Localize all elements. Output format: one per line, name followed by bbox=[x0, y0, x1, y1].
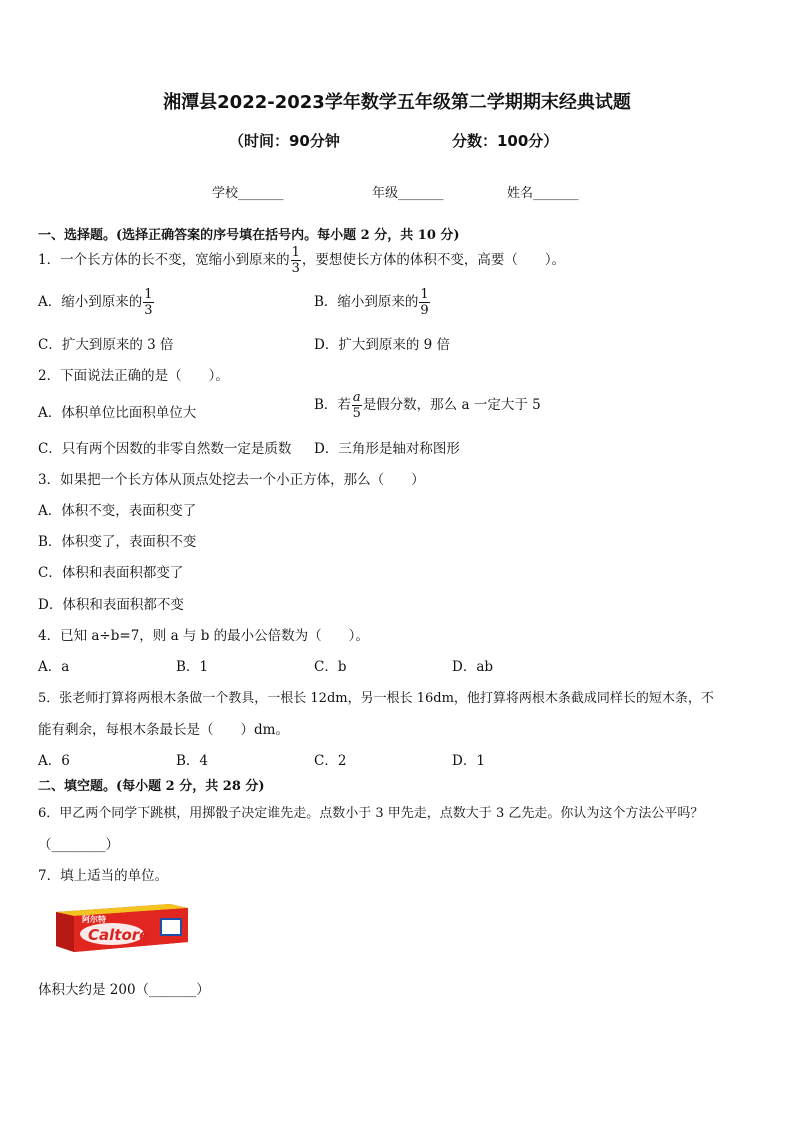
fraction: $\frac{a}{5}$ bbox=[352, 390, 361, 421]
section-heading: 二、填空题。(每小题 2 分，共 28 分) bbox=[38, 779, 265, 794]
option-b: B．缩小到原来的 $\frac{1}{9}$ bbox=[314, 287, 429, 318]
grade-field: 年级_______ bbox=[372, 186, 444, 201]
toothpaste-box-image bbox=[52, 898, 192, 956]
question-text: ，要想使长方体的体积不变，高要（ ）。 bbox=[301, 252, 566, 268]
option-c: C．2 bbox=[314, 753, 347, 769]
option-a: A．6 bbox=[38, 753, 70, 769]
page-title: 湘潭县2022-2023学年数学五年级第二学期期末经典试题 bbox=[163, 92, 631, 113]
option-a: A．体积不变，表面积变了 bbox=[38, 503, 197, 519]
option-b: B．4 bbox=[176, 753, 209, 769]
brand-logo: Caltore bbox=[88, 926, 150, 944]
exam-score: 分数：100分） bbox=[452, 132, 559, 150]
question-3: 3．如果把一个长方体从顶点处挖去一个小正方体，那么（ ） bbox=[38, 472, 425, 488]
section-heading: 一、选择题。(选择正确答案的序号填在括号内。每小题 2 分，共 10 分) bbox=[38, 228, 460, 243]
option-b: B．若 $\frac{a}{5}$ 是假分数，那么 a 一定大于 5 bbox=[314, 390, 541, 421]
exam-time: （时间：90分钟 bbox=[229, 132, 340, 150]
option-c: C．b bbox=[314, 659, 347, 675]
fraction: $\frac{1}{3}$ bbox=[291, 245, 300, 276]
option-b: B．体积变了，表面积不变 bbox=[38, 534, 197, 550]
option-d: D．三角形是轴对称图形 bbox=[314, 441, 460, 457]
option-a: A．a bbox=[38, 659, 70, 675]
option-d: D．体积和表面积都不变 bbox=[38, 597, 184, 613]
answer-blank: （________） bbox=[38, 837, 119, 853]
question-7: 7．填上适当的单位。 bbox=[38, 868, 169, 884]
question-text: 1．一个长方体的长不变，宽缩小到原来的 bbox=[38, 252, 290, 268]
fraction: $\frac{1}{9}$ bbox=[420, 287, 429, 318]
option-d: D．1 bbox=[452, 753, 485, 769]
option-b: B．1 bbox=[176, 659, 209, 675]
option-c: C．扩大到原来的 3 倍 bbox=[38, 337, 174, 353]
question-1 bbox=[38, 246, 565, 275]
question-5-cont: 能有剩余，每根木条最长是（ ）dm。 bbox=[38, 722, 289, 738]
option-a: A．缩小到原来的 $\frac{1}{3}$ bbox=[38, 287, 153, 318]
brand-chinese: 阿尔特 bbox=[82, 915, 106, 924]
option-d: D．ab bbox=[452, 659, 494, 675]
question-5: 5．张老师打算将两根木条做一个教具，一根长 12dm，另一根长 16dm，他打算将两根木条截成同样长的短木条，不 bbox=[38, 691, 714, 706]
question-6: 6．甲乙两个同学下跳棋，用掷骰子决定谁先走。点数小于 3 甲先走，点数大于 3 乙先走。你认为这个方法公平吗？ bbox=[38, 806, 704, 821]
name-field: 姓名_______ bbox=[507, 186, 579, 201]
option-c: C．体积和表面积都变了 bbox=[38, 565, 184, 581]
option-d: D．扩大到原来的 9 倍 bbox=[314, 337, 450, 353]
option-c: C．只有两个因数的非零自然数一定是质数 bbox=[38, 441, 292, 457]
fraction: $\frac{1}{3}$ bbox=[144, 287, 153, 318]
answer-line: 体积大约是 200（_______） bbox=[38, 982, 210, 998]
school-field: 学校_______ bbox=[212, 186, 284, 201]
question-4: 4．已知 a÷b=7，则 a 与 b 的最小公倍数为（ ）。 bbox=[38, 628, 369, 644]
option-a: A．体积单位比面积单位大 bbox=[38, 405, 197, 421]
question-2: 2．下面说法正确的是（ ）。 bbox=[38, 368, 229, 384]
